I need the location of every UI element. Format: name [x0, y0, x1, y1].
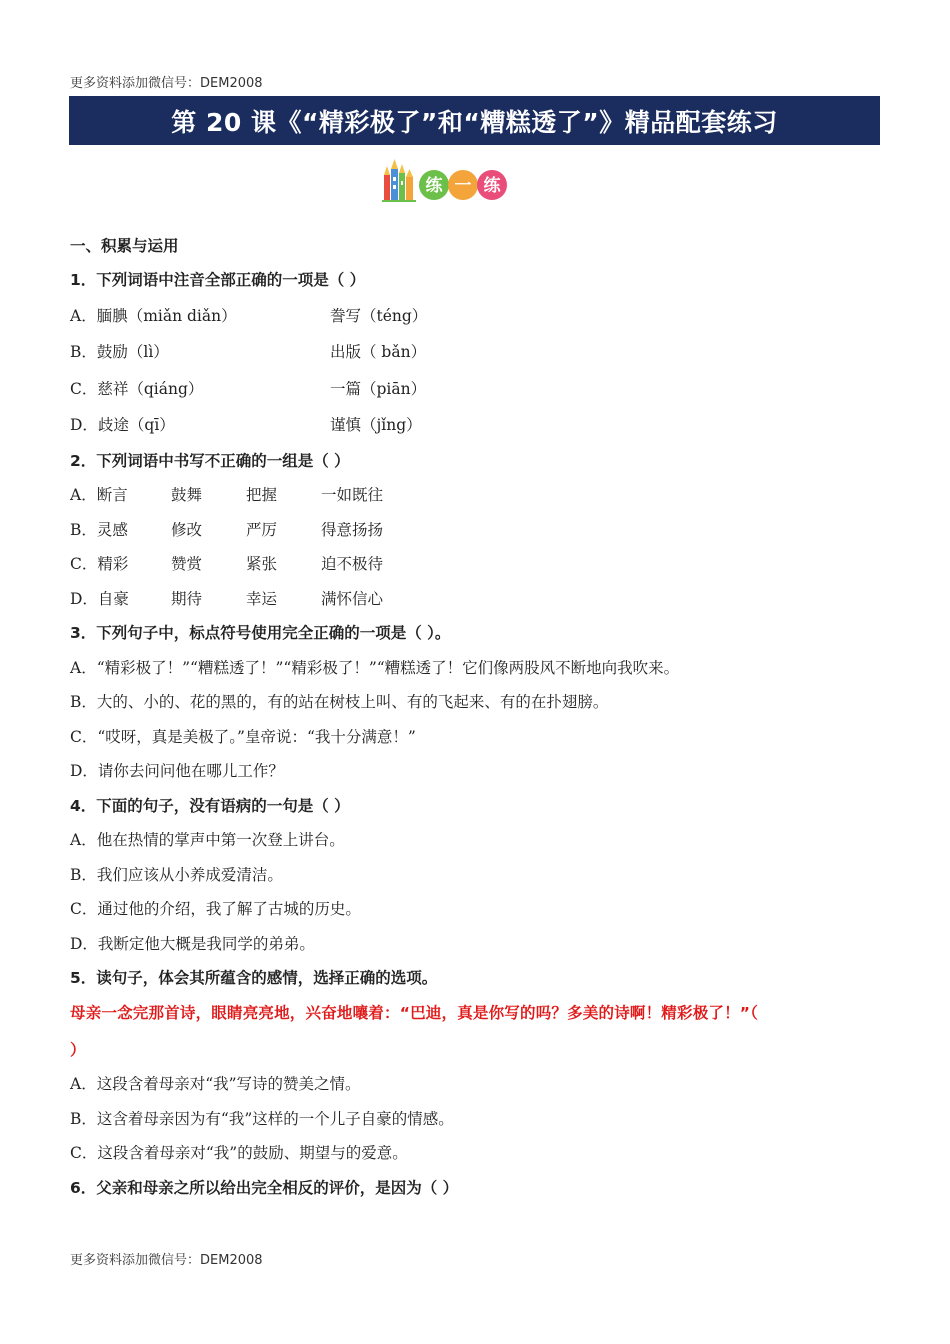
question-5-stem: 5．读句子，体会其所蕴含的感情，选择正确的选项。: [70, 969, 438, 987]
q4-option-a: A．他在热情的掌声中第一次登上讲台。: [70, 831, 345, 849]
q4-option-b: B．我们应该从小养成爱清洁。: [70, 866, 283, 884]
q2-option-b-4: 得意扬扬: [321, 521, 384, 539]
q2-option-b-2: 修改: [171, 521, 203, 539]
q5-quote-line-1: 母亲一念完那首诗，眼睛亮亮地，兴奋地嚷着：“巴迪，真是你写的吗？多美的诗啊！精彩极了！”（: [70, 1004, 759, 1022]
section-heading: 一、积累与运用: [70, 237, 179, 255]
q3-option-d: D．请你去问问他在哪儿工作？: [70, 762, 284, 780]
q2-option-c-2: 赞赏: [171, 555, 203, 573]
title-banner: [69, 96, 880, 145]
q1-option-b-right: 出版（ bǎn）: [330, 343, 427, 361]
q2-option-d-3: 幸运: [246, 590, 278, 608]
q5-quote-line-2: ）: [70, 1041, 86, 1059]
q3-option-a: A．“精彩极了！”“糟糕透了！”“精彩极了！”“糟糕透了！它们像两股风不断地向我吹来。: [70, 659, 680, 677]
q1-option-a-left: A．腼腆（miǎn diǎn）: [70, 307, 237, 325]
q2-option-d-4: 满怀信心: [321, 590, 384, 608]
q5-option-c: C．这段含着母亲对“我”的鼓励、期望与的爱意。: [70, 1144, 408, 1162]
q5-option-a: A．这段含着母亲对“我”写诗的赞美之情。: [70, 1075, 361, 1093]
practice-badge: [382, 157, 512, 203]
badge-char-1: 练: [425, 176, 443, 196]
question-3-stem: 3．下列句子中，标点符号使用完全正确的一项是（ ）。: [70, 624, 451, 642]
page-title: 第 20 课《“精彩极了”和“糟糕透了”》精品配套练习: [171, 107, 778, 137]
q5-option-b: B．这含着母亲因为有“我”这样的一个儿子自豪的情感。: [70, 1110, 454, 1128]
q1-option-d-right: 谨慎（jǐng）: [330, 416, 422, 434]
q2-option-c-1: C．精彩: [70, 555, 129, 573]
badge-char-2: 一: [454, 176, 472, 196]
q1-option-b-left: B．鼓励（lì）: [70, 343, 169, 361]
q2-option-a-3: 把握: [246, 486, 278, 504]
q1-option-d-left: D．歧途（qī）: [70, 416, 175, 434]
q2-option-c-4: 迫不极待: [321, 555, 384, 573]
q2-option-a-4: 一如既往: [321, 486, 384, 504]
question-2-stem: 2．下列词语中书写不正确的一组是（ ）: [70, 452, 350, 470]
q2-option-d-1: D．自豪: [70, 590, 129, 608]
q2-option-d-2: 期待: [171, 590, 203, 608]
q1-option-a-right: 誊写（téng）: [330, 307, 428, 325]
q2-option-a-1: A．断言: [70, 486, 128, 504]
q2-option-a-2: 鼓舞: [171, 486, 203, 504]
pencil-building-icon: [382, 159, 416, 202]
q2-option-c-3: 紧张: [246, 555, 278, 573]
header-note: 更多资料添加微信号：DEM2008: [70, 76, 263, 91]
q2-option-b-1: B．灵感: [70, 521, 128, 539]
badge-char-3: 练: [483, 176, 501, 196]
q1-option-c-right: 一篇（piān）: [330, 380, 427, 398]
q4-option-c: C．通过他的介绍，我了解了古城的历史。: [70, 900, 361, 918]
question-1-stem: 1．下列词语中注音全部正确的一项是（ ）: [70, 271, 366, 289]
question-4-stem: 4．下面的句子，没有语病的一句是（ ）: [70, 797, 350, 815]
question-6-stem: 6．父亲和母亲之所以给出完全相反的评价，是因为（ ）: [70, 1179, 459, 1197]
footer-note: 更多资料添加微信号：DEM2008: [70, 1253, 263, 1268]
q1-option-c-left: C．慈祥（qiáng）: [70, 380, 204, 398]
q3-option-b: B．大的、小的、花的黑的，有的站在树枝上叫、有的飞起来、有的在扑翅膀。: [70, 693, 609, 711]
q2-option-b-3: 严厉: [246, 521, 278, 539]
q3-option-c: C．“哎呀，真是美极了。”皇帝说：“我十分满意！”: [70, 728, 416, 746]
q4-option-d: D．我断定他大概是我同学的弟弟。: [70, 935, 315, 953]
